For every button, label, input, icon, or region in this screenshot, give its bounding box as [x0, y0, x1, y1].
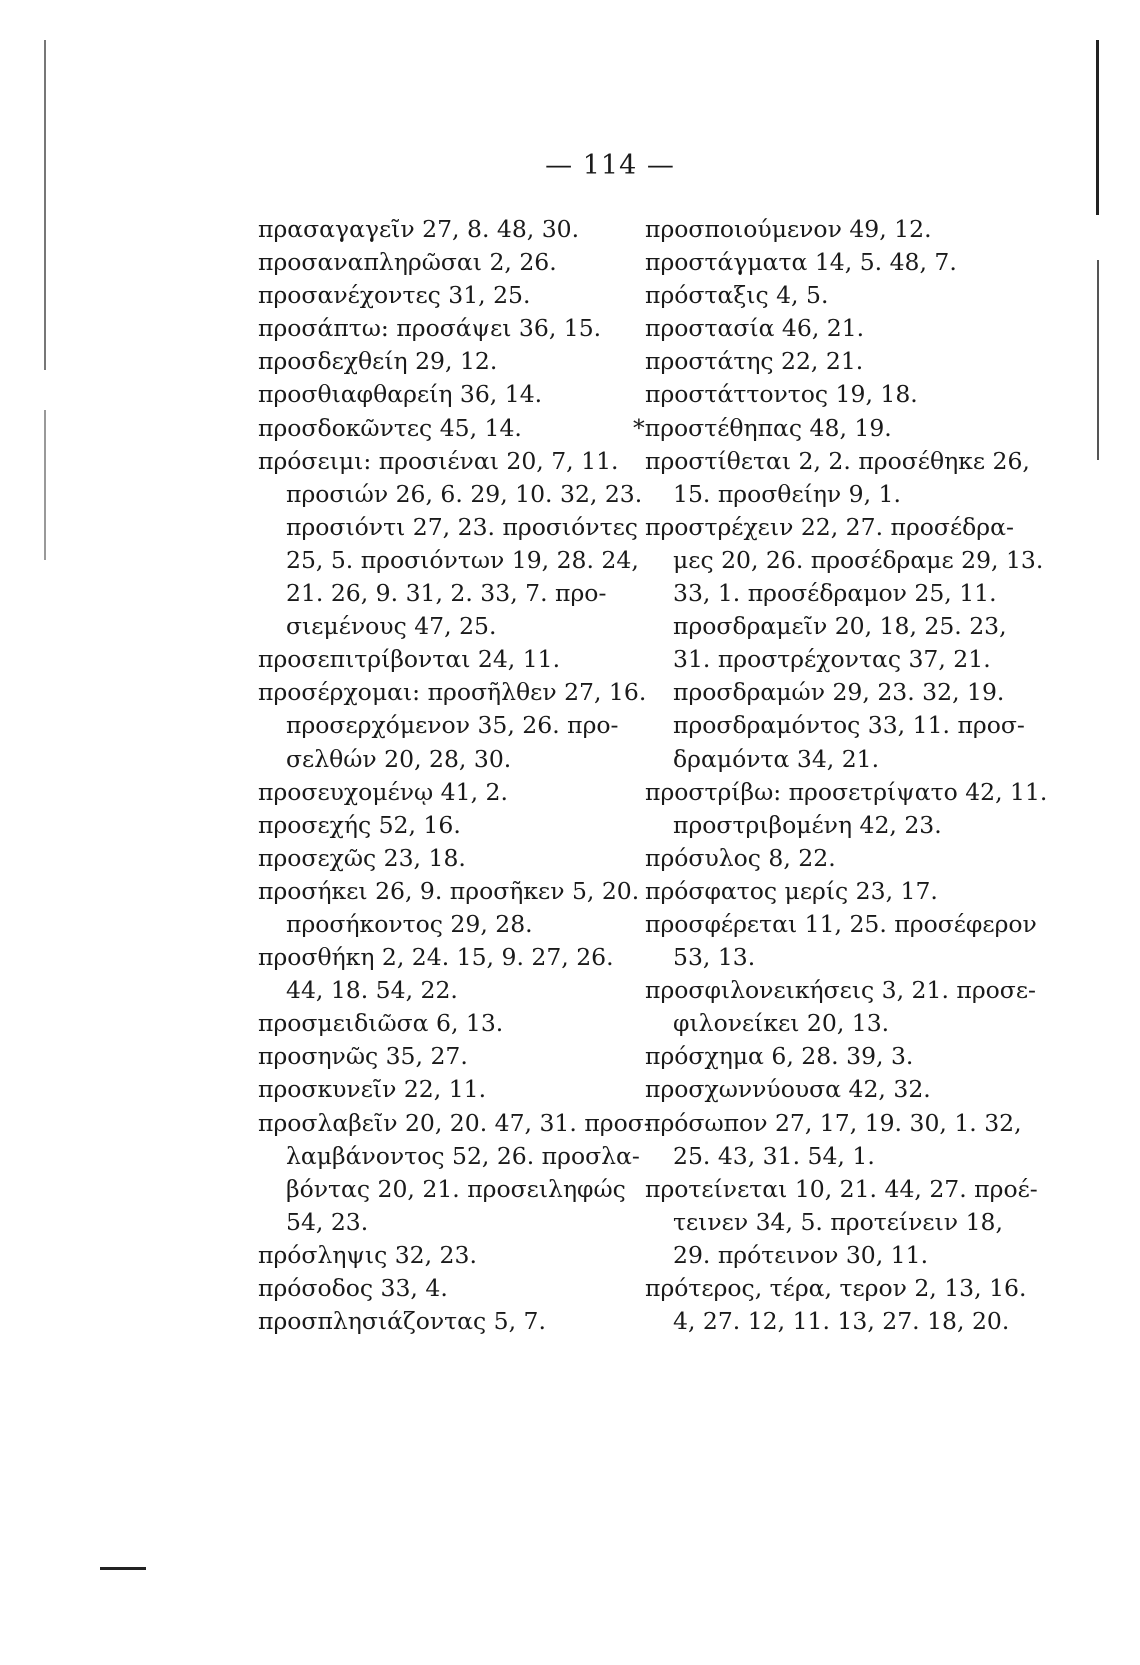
- index-entry-line: προσδραμεῖν 20, 18, 25. 23,: [673, 612, 1007, 641]
- index-entry-line: 21. 26, 9. 31, 2. 33, 7. προ-: [286, 579, 607, 608]
- index-entry-line: προσήκοντος 29, 28.: [286, 909, 533, 938]
- index-entry-line: πρόσυλος 8, 22.: [645, 843, 836, 872]
- index-entry-line: προσανέχοντες 31, 25.: [258, 281, 531, 310]
- index-entry-line: προσεχῶς 23, 18.: [258, 843, 466, 872]
- index-entry-line: προστριβομένη 42, 23.: [673, 810, 942, 839]
- index-entry-line: προσδεχθείη 29, 12.: [258, 347, 498, 376]
- index-entry-line: 54, 23.: [286, 1207, 369, 1236]
- index-entry-line: προσαναπληρῶσαι 2, 26.: [258, 248, 557, 277]
- index-entry-line: πρόσοδος 33, 4.: [258, 1274, 448, 1302]
- index-entry-line: προστίθεται 2, 2. προσέθηκε 26,: [645, 446, 1030, 475]
- index-entry-line: 25, 5. προσιόντων 19, 28. 24,: [286, 545, 639, 574]
- index-entry-line: προσχωννύουσα 42, 32.: [645, 1075, 931, 1104]
- index-entry-line: προτείνεται 10, 21. 44, 27. προέ-: [645, 1174, 1038, 1203]
- index-entry-line: προστάγματα 14, 5. 48, 7.: [645, 248, 957, 277]
- signature-dash: [100, 1567, 146, 1570]
- index-entry-line: προσποιούμενον 49, 12.: [645, 215, 932, 243]
- index-entry-line: φιλονείκει 20, 13.: [673, 1009, 890, 1038]
- index-entry-line: προσάπτω: προσάψει 36, 15.: [258, 314, 602, 343]
- scan-edge-line-left: [44, 40, 46, 370]
- index-entry-line: πρότερος, τέρα, τερον 2, 13, 16.: [645, 1274, 1027, 1302]
- index-entry-line: 44, 18. 54, 22.: [286, 976, 458, 1005]
- index-entry-line: μες 20, 26. προσέδραμε 29, 13.: [673, 545, 1044, 574]
- index-entry-line: πρόσωπον 27, 17, 19. 30, 1. 32,: [645, 1108, 1022, 1137]
- index-entry-line: προσήκει 26, 9. προσῆκεν 5, 20.: [258, 876, 640, 905]
- index-entry-line: προσευχομένῳ 41, 2.: [258, 777, 508, 806]
- index-entry-line: 4, 27. 12, 11. 13, 27. 18, 20.: [673, 1307, 1010, 1336]
- index-entry-line: πρόσταξις 4, 5.: [645, 281, 829, 310]
- index-entry-line: σιεμένους 47, 25.: [286, 612, 497, 641]
- index-entry-line: προστασία 46, 21.: [645, 314, 865, 343]
- index-entry-line: 15. προσθείην 9, 1.: [673, 479, 901, 508]
- index-entry-line: 53, 13.: [673, 943, 756, 972]
- index-entry-line: σελθών 20, 28, 30.: [286, 744, 512, 773]
- scan-edge-line-right: [1096, 40, 1099, 215]
- index-entry-line: προσέρχομαι: προσῆλθεν 27, 16.: [258, 678, 647, 707]
- index-entry-line: 25. 43, 31. 54, 1.: [673, 1141, 875, 1170]
- index-entry-line: προσιόντι 27, 23. προσιόντες: [286, 512, 638, 541]
- index-entry-line: προσδοκῶντες 45, 14.: [258, 413, 522, 442]
- index-entry-line: προσθήκη 2, 24. 15, 9. 27, 26.: [258, 943, 614, 972]
- index-entry-line: προσιών 26, 6. 29, 10. 32, 23.: [286, 479, 643, 508]
- scan-edge-line-right-lower: [1097, 260, 1099, 460]
- index-entry-line: 31. προστρέχοντας 37, 21.: [673, 645, 991, 674]
- index-entry-line: προστρέχειν 22, 27. προσέδρα-: [645, 512, 1014, 541]
- index-entry-line: προσηνῶς 35, 27.: [258, 1042, 468, 1071]
- index-entry-line: προσδραμών 29, 23. 32, 19.: [673, 678, 1005, 707]
- index-entry-line: προστρίβω: προσετρίψατο 42, 11.: [645, 777, 1048, 806]
- index-entry-line: λαμβάνοντος 52, 26. προσλα-: [286, 1141, 640, 1170]
- index-entry-line: πρασαγαγεῖν 27, 8. 48, 30.: [258, 215, 580, 243]
- scan-edge-line-left-lower: [44, 410, 46, 560]
- index-column-left: [258, 213, 652, 1338]
- index-entry-line: δραμόντα 34, 21.: [673, 744, 880, 773]
- index-entry-line: πρόσφατος μερίς 23, 17.: [645, 876, 938, 905]
- index-entry-line: προσφέρεται 11, 25. προσέφερον: [645, 909, 1037, 938]
- index-entry-line: πρόσχημα 6, 28. 39, 3.: [645, 1042, 914, 1071]
- index-entry-line: προσεχής 52, 16.: [258, 810, 461, 839]
- index-entry-line: 29. πρότεινον 30, 11.: [673, 1240, 929, 1269]
- index-entry-line: προσκυνεῖν 22, 11.: [258, 1075, 487, 1104]
- index-entry-line: 33, 1. προσέδραμον 25, 11.: [673, 579, 997, 608]
- index-entry-line: προσμειδιῶσα 6, 13.: [258, 1009, 504, 1038]
- index-entry-line: προσθιαφθαρείη 36, 14.: [258, 380, 543, 409]
- page-number: — 114 —: [545, 150, 675, 181]
- index-entry-line: προσερχόμενον 35, 26. προ-: [286, 711, 619, 740]
- index-entry-line: προσπλησιάζοντας 5, 7.: [258, 1307, 546, 1336]
- index-column-right: [633, 213, 1048, 1338]
- index-entry-line: προσδραμόντος 33, 11. προσ-: [673, 711, 1025, 740]
- index-entry-line: προστάττοντος 19, 18.: [645, 380, 918, 409]
- index-entry-line: τεινεν 34, 5. προτείνειν 18,: [673, 1207, 1003, 1236]
- index-entry-line: πρόσληψις 32, 23.: [258, 1240, 477, 1269]
- index-entry-line: προστάτης 22, 21.: [645, 347, 864, 376]
- index-entry-line: προσεπιτρίβονται 24, 11.: [258, 645, 561, 674]
- index-entry-line: προσλαβεῖν 20, 20. 47, 31. προσ-: [258, 1108, 652, 1137]
- index-entry-line: βόντας 20, 21. προσειληφώς: [286, 1174, 626, 1203]
- index-entry-line: προσφιλονεικήσεις 3, 21. προσε-: [645, 976, 1036, 1005]
- index-entry-line: πρόσειμι: προσιέναι 20, 7, 11.: [258, 446, 619, 475]
- index-entry-line: *προστέθηπας 48, 19.: [633, 413, 892, 442]
